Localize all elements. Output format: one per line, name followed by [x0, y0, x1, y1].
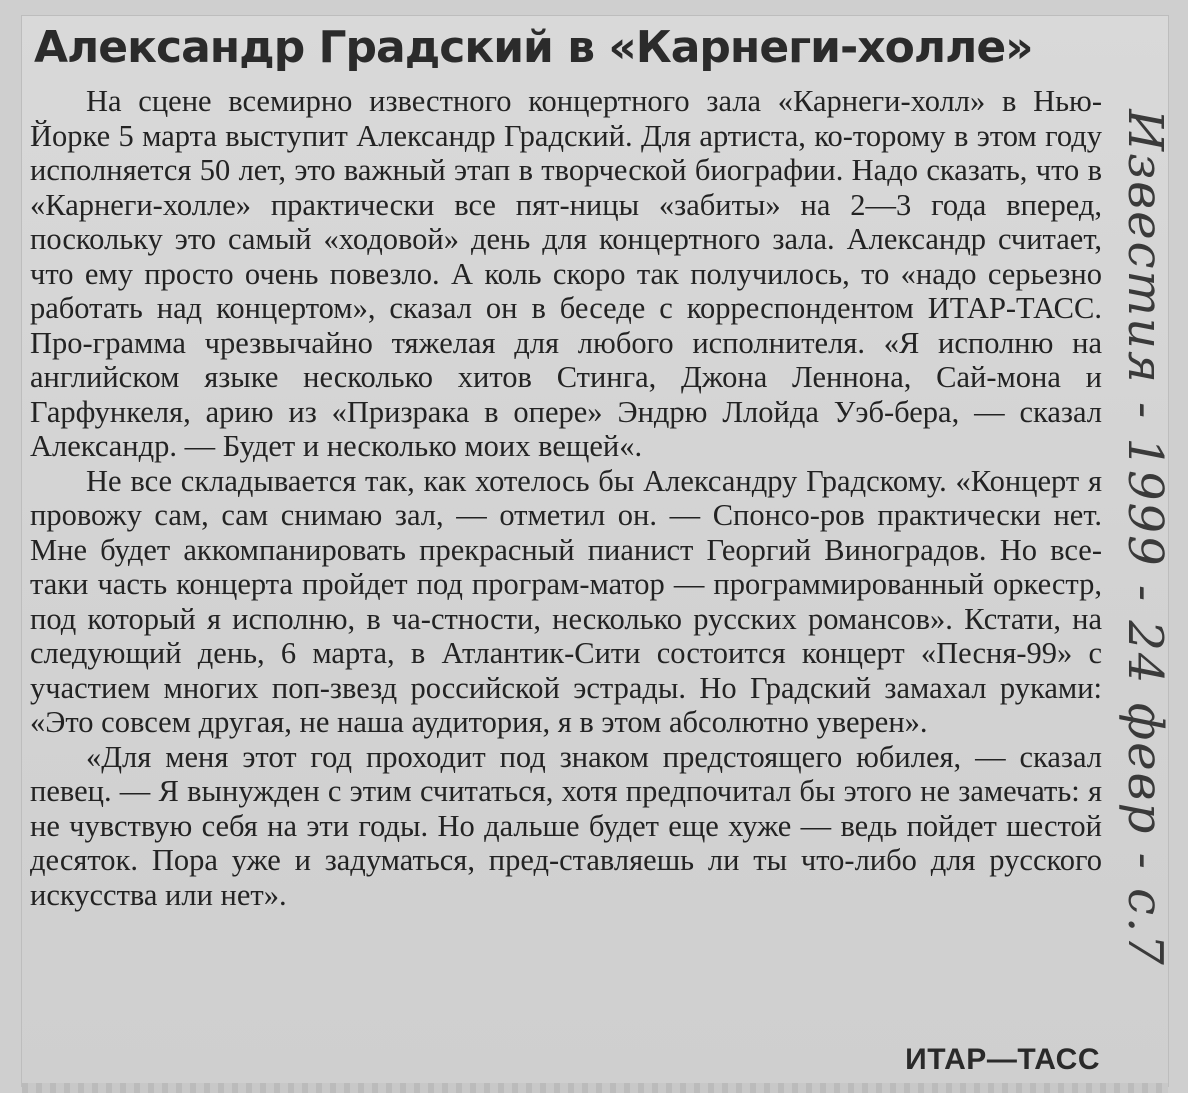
news-agency-credit: ИТАР—ТАСС	[905, 1043, 1100, 1076]
article-paragraph-3: «Для меня этот год проходит под знаком предстоящего юбилея, — сказал певец. — Я вынужден с этим считаться, хотя предпочитал бы этого не замечать: я не чувствую себя на эти годы. Но дальше будет еще хуже — ведь пойдет шестой десяток. Пора уже и задуматься, пред-ставляешь ли ты что-либо для русского искусства или нет».	[30, 739, 1102, 912]
article-body	[30, 84, 1102, 912]
page-edge-strip	[22, 1083, 1168, 1093]
handwritten-note-text: Известия - 1999 - 24 февр - с.7	[1117, 109, 1173, 967]
handwritten-source-note	[1110, 98, 1180, 978]
article-paragraph-1: На сцене всемирно известного концертного зала «Карнеги-холл» в Нью-Йорке 5 марта выступит Александр Градский. Для артиста, ко-торому в этом году исполняется 50 лет, это важный этап в творческой биографии. Надо сказать, что в «Карнеги-холле» практически все пят-ницы «забиты» на 2—3 года вперед, поскольку это самый «ходовой» день для концертного зала. Александр считает, что ему просто очень повезло. А коль скоро так получилось, то «надо серьезно работать над концертом», сказал он в беседе с корреспондентом ИТАР-ТАСС. Про-грамма чрезвычайно тяжелая для любого исполнителя. «Я исполню на английском языке несколько хитов Стинга, Джона Леннона, Сай-мона и Гарфункеля, арию из «Призрака в опере» Эндрю Ллойда Уэб-бера, — сказал Александр. — Будет и несколько моих вещей«.	[30, 84, 1102, 463]
article-headline: Александр Градский в «Карнеги-холле»	[34, 22, 1033, 73]
article-paragraph-2: Не все складывается так, как хотелось бы Александру Градскому. «Концерт я провожу сам, сам снимаю зал, — отметил он. — Спонсо-ров практически нет. Мне будет аккомпанировать прекрасный пианист Георгий Виноградов. Но все-таки часть концерта пройдет под програм-матор — программированный оркестр, под который я исполню, в ча-стности, несколько русских романсов». Кстати, на следующий день, 6 марта, в Атлантик-Сити состоится концерт «Песня-99» с участием многих поп-звезд российской эстрады. Но Градский замахал руками: «Это совсем другая, не наша аудитория, я в этом абсолютно уверен».	[30, 463, 1102, 739]
